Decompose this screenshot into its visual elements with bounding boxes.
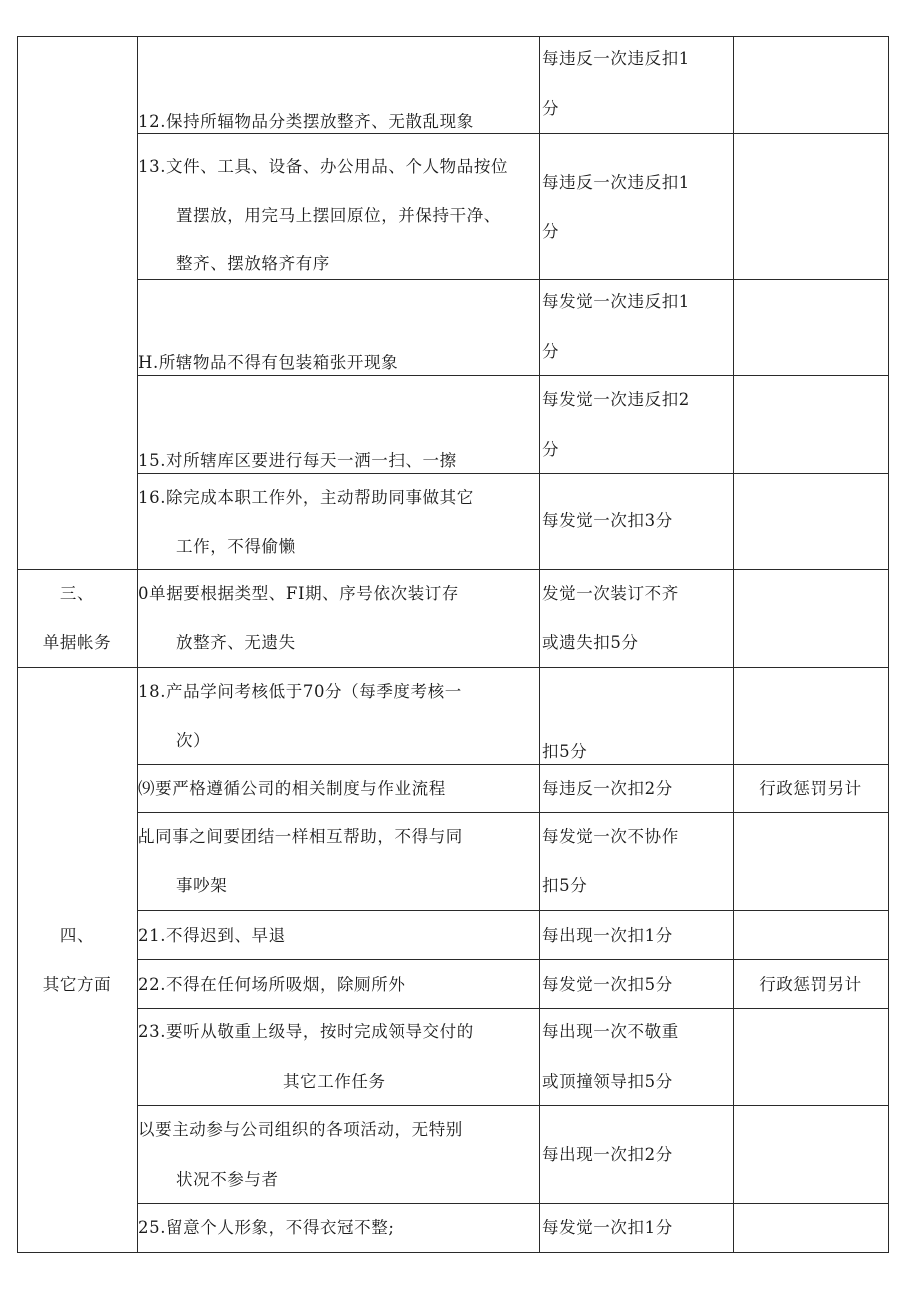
penalty-text: 分 — [542, 342, 560, 361]
row-divider — [137, 375, 889, 376]
penalty-text: 每发觉一次扣3分 — [542, 511, 673, 530]
item-text: 16.除完成本职工作外，主动帮助同事做其它 — [138, 488, 474, 507]
section-three-number: 三、 — [59, 584, 95, 603]
section-four-number: 四、 — [59, 926, 95, 945]
item-text: 次） — [176, 731, 211, 750]
penalty-text: 分 — [542, 222, 560, 241]
penalty-text: 每发觉一次扣1分 — [542, 1218, 673, 1237]
penalty-text: 或顶撞领导扣5分 — [542, 1072, 673, 1091]
section-divider — [17, 667, 889, 668]
item-text: 25.留意个人形象，不得衣冠不整; — [138, 1218, 395, 1237]
penalty-text: 每违反一次违反扣1 — [542, 173, 690, 192]
penalty-text: 发觉一次装订不齐 — [542, 584, 679, 603]
row-divider — [137, 910, 889, 911]
item-text: 以要主动参与公司组织的各项活动，无特别 — [138, 1120, 463, 1139]
item-text: 12.保持所辐物品分类摆放整齐、无散乱现象 — [138, 112, 474, 131]
col-divider-section — [137, 36, 138, 1253]
penalty-text: 或遗失扣5分 — [542, 633, 639, 652]
row-divider — [137, 812, 889, 813]
penalty-text: 分 — [542, 99, 560, 118]
item-text: 0单据要根据类型、FI期、序号依次装订存 — [138, 584, 459, 603]
penalty-text: 每发觉一次违反扣1 — [542, 292, 690, 311]
item-text: 其它工作任务 — [283, 1072, 386, 1091]
remark-text: 行政惩罚另计 — [759, 779, 862, 798]
item-text: 13.文件、工具、设备、办公用品、个人物品按位 — [138, 157, 509, 176]
penalty-text: 每发觉一次违反扣2 — [542, 390, 690, 409]
item-text: 置摆放，用完马上摆回原位，并保持干净、 — [176, 206, 501, 225]
item-text: 放整齐、无遗失 — [176, 633, 296, 652]
section-three-title: 单据帐务 — [42, 633, 112, 652]
item-text: 22.不得在任何场所吸烟，除厕所外 — [138, 975, 406, 994]
penalty-text: 每发觉一次不协作 — [542, 827, 679, 846]
col-divider-penalty — [539, 36, 540, 1253]
penalty-text: 分 — [542, 440, 560, 459]
penalty-text: 每出现一次扣2分 — [542, 1145, 673, 1164]
item-text: 15.对所辖库区要进行每天一洒一扫、一擦 — [138, 451, 457, 470]
item-text: 18.产品学问考核低于70分（每季度考核一 — [138, 682, 462, 701]
rules-table — [17, 36, 889, 1253]
row-divider — [137, 473, 889, 474]
item-text: ⑼要严格遵循公司的相关制度与作业流程 — [138, 779, 446, 798]
row-divider — [137, 1008, 889, 1009]
row-divider — [137, 133, 889, 134]
row-divider — [137, 1203, 889, 1204]
row-divider — [137, 764, 889, 765]
penalty-text: 每出现一次扣1分 — [542, 926, 673, 945]
item-text: 23.要听从敬重上级导，按时完成领导交付的 — [138, 1022, 474, 1041]
table-top-border — [17, 36, 889, 37]
penalty-text: 每违反一次违反扣1 — [542, 49, 690, 68]
item-text: H.所辖物品不得有包装箱张开现象 — [138, 353, 399, 372]
row-divider — [137, 279, 889, 280]
section-divider — [17, 569, 889, 570]
table-bottom-border — [17, 1252, 889, 1253]
penalty-text: 扣5分 — [542, 876, 588, 895]
table-right-border — [888, 36, 889, 1253]
item-text: 整齐、摆放辂齐有序 — [176, 254, 330, 273]
penalty-text: 每违反一次扣2分 — [542, 779, 673, 798]
item-text: 工作，不得偷懒 — [176, 537, 296, 556]
section-four-title: 其它方面 — [42, 975, 112, 994]
col-divider-remark — [733, 36, 734, 1253]
penalty-text: 每出现一次不敬重 — [542, 1022, 679, 1041]
row-divider — [137, 1105, 889, 1106]
row-divider — [137, 959, 889, 960]
remark-text: 行政惩罚另计 — [759, 975, 862, 994]
item-text: 21.不得迟到、早退 — [138, 926, 286, 945]
item-text: 乩同事之间要团结一样相互帮助，不得与同 — [138, 827, 463, 846]
item-text: 事吵架 — [176, 876, 228, 895]
penalty-text: 扣5分 — [542, 742, 588, 761]
item-text: 状况不参与者 — [176, 1170, 279, 1189]
penalty-text: 每发觉一次扣5分 — [542, 975, 673, 994]
